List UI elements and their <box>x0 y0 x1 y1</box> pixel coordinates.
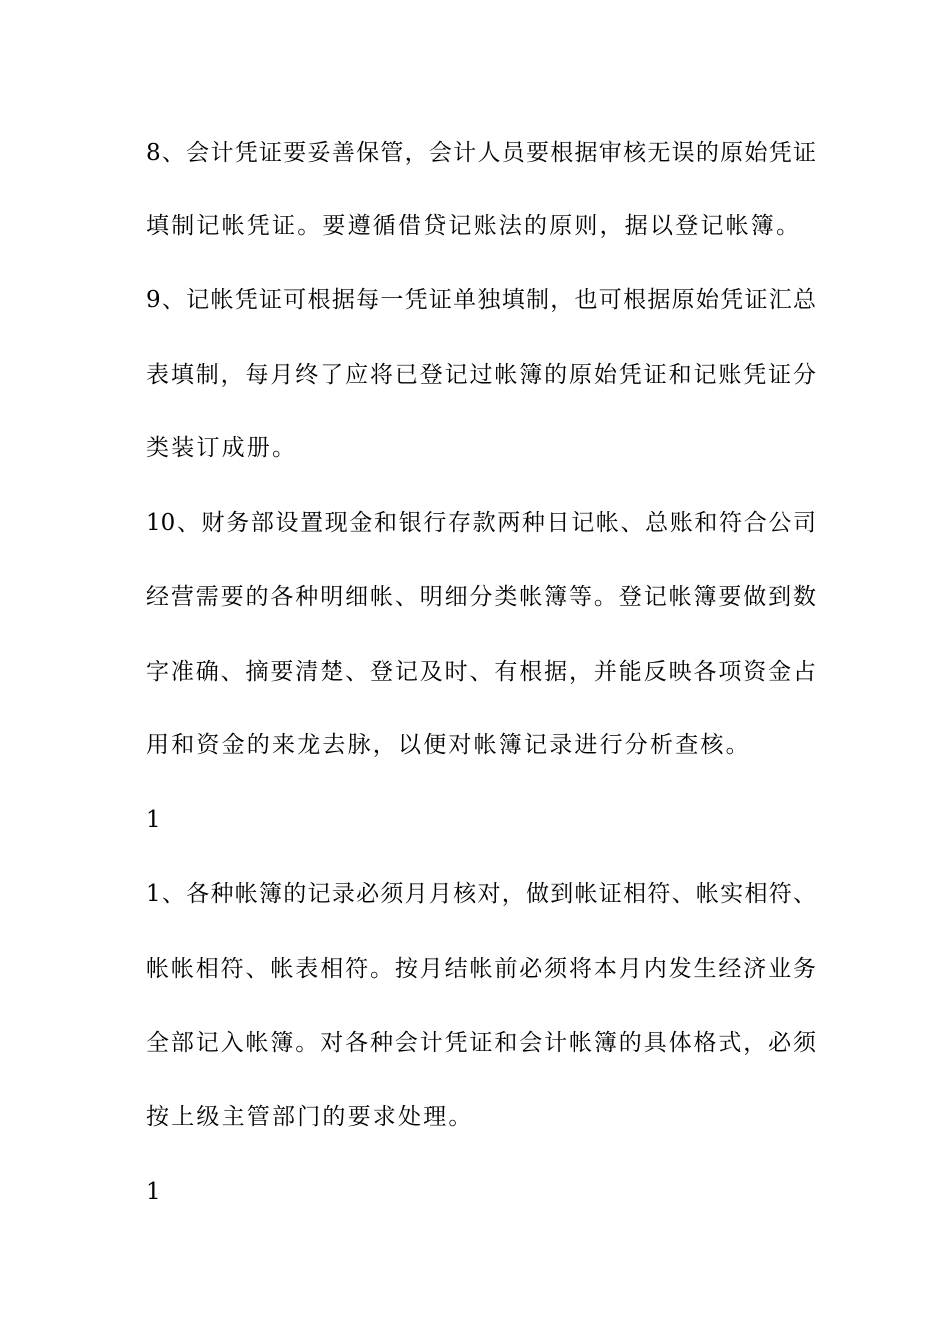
paragraph-1-line-1: 1、各种帐簿的记录必须月月核对，做到帐证相符、帐实相符、 <box>146 881 816 907</box>
paragraph-10-line-4: 用和资金的来龙去脉，以便对帐簿记录进行分析查核。 <box>146 732 751 758</box>
paragraph-8-line-1: 8、会计凭证要妥善保管，会计人员要根据审核无误的原始凭证 <box>146 140 816 166</box>
paragraph-8-line-2: 填制记帐凭证。要遵循借贷记账法的原则，据以登记帐簿。 <box>146 213 802 239</box>
paragraph-9-line-2: 表填制，每月终了应将已登记过帐簿的原始凭证和记账凭证分 <box>146 362 816 388</box>
page-number-marker-2: 1 <box>146 1179 163 1205</box>
paragraph-9-line-1: 9、记帐凭证可根据每一凭证单独填制，也可根据原始凭证汇总 <box>146 287 816 313</box>
page-number-marker: 1 <box>146 807 163 833</box>
paragraph-1-line-4: 按上级主管部门的要求处理。 <box>146 1104 474 1130</box>
paragraph-1-line-2: 帐帐相符、帐表相符。按月结帐前必须将本月内发生经济业务 <box>146 956 816 982</box>
paragraph-9-line-3: 类装订成册。 <box>146 435 298 461</box>
paragraph-10-line-3: 字准确、摘要清楚、登记及时、有根据，并能反映各项资金占 <box>146 659 816 685</box>
paragraph-10-line-1: 10、财务部设置现金和银行存款两种日记帐、总账和符合公司 <box>146 510 816 536</box>
paragraph-10-line-2: 经营需要的各种明细帐、明细分类帐簿等。登记帐簿要做到数 <box>146 584 816 610</box>
paragraph-1-line-3: 全部记入帐簿。对各种会计凭证和会计帐簿的具体格式，必须 <box>146 1030 816 1056</box>
